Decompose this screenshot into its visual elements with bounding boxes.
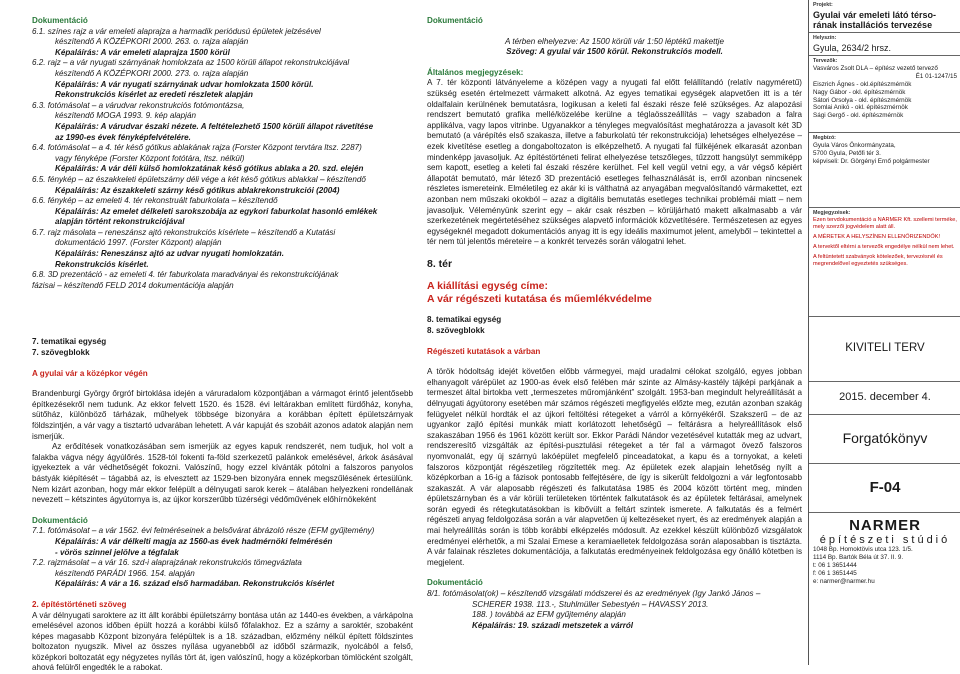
date-section xyxy=(809,382,960,415)
doc-ref-line: Képaláírás: A várudvar északi nézete. A feltételezhető 1500 körüli állapot rávetítése xyxy=(32,122,413,133)
doc-ref-line: az 1990-es évek fényképfelvételére. xyxy=(32,133,413,144)
doc-ref-line: Képaláírás: Az emelet délkeleti sarokszobája az egykori faburkolat hasonló emlékek xyxy=(32,207,413,218)
room-sub-label: A kiállítási egység címe: xyxy=(427,280,802,293)
doc-ref-line: 6.1. színes rajz a vár emeleti alaprajza a harmadik periódusú épületek jelzésével xyxy=(32,27,413,38)
location: Gyula, 2634/2 hrsz. xyxy=(813,43,957,53)
doc-refs-3 xyxy=(427,589,802,631)
doc-ref-line: készítendő PARÁDI 1966. 154. alapján xyxy=(32,569,413,580)
room-title: 8. tér xyxy=(427,258,802,271)
doc-type-section xyxy=(809,415,960,464)
note-line: A tervektől eltérni a tervezők engedélye nélkül nem lehet. xyxy=(813,244,957,251)
section8-title: 8. tematikai egység xyxy=(427,315,802,326)
designer-entry xyxy=(813,112,957,120)
para-general: A 7. tér központi látványeleme a középen vagy a nyugati fal előtt felállítandó (relatív nagyméretű) szükség esetén értelmezett vármakett alkotná. Az egyes tematikai egységek alapvetően itt is a tér oldalfalain kerülnének bemutatásra, logikusan a keleti fal északi része felé szükséges. Az alapozási rendszert bemutató grafika mellé/közelébe kerülne a téglaösszeállítás – vagy szabadon a falra applikálva, vagy lapos vitrinbe. Ugyanakkor a tényleges megvalósítást meghatározza a javasolt két 3D bemutató (a várépítés első szakasza, illetve a faburkolatú tér rekonstrukciója) lehetséges elhelyezése – ezek kivetítése esetleg a dongaboltozaton is elképzelhető. A nyugati fal fülkéjének elkarasát azonban mindenképp javasoljuk. Az építéstörténeti felirat elhelyezése tetszőleges, tűzzott hangsúlyt semmiképp sem kapott, esetleg a keleti fal északi részére kerülhet. Fel kell vegül vetni egy, a vár végső képiért állapotát bemutató, már létező 3D prezentáció esetleges felhasználását is, erről azonban nincsenek részletes ismereteink. Elméletileg ez akár ki is válthatná az anyagában megvalósítandó vármakettet, ezt azonban nem műszaki okokból – azaz a digitális bemutatás esetleges technikai problémái miatt – nem javasoljuk. Véleményünk szerint egy – akár csak részben – körüljárható makett alkalmasabb a vár szerkezetének megértetéséhez szükséges alapvető információk közvetítésére. Természetesen az egyes egységeknél megadott dokumentációs anyag itt is egy ideális maximumot jelent, amelyből – tekintettel a tér nem túl jelentős méreteire – a konkrét tervezés során válogatni lehet. xyxy=(427,78,802,248)
doc-ref-line: 188. ) továbbá az EFM gyűjtemény alapján xyxy=(427,610,802,621)
date: 2015. december 4. xyxy=(839,394,931,402)
notes-section xyxy=(809,208,960,317)
doc-ref-line: 7.2. rajzmásolat – a vár 16. szd-i alaprajzának rekonstrukciós tömegvázlata xyxy=(32,558,413,569)
heading-epitestorteneti: 2. építéstörténeti szöveg xyxy=(32,600,413,611)
doc-ref-line: 6.2. rajz – a vár nyugati szárnyának homlokzata az 1500 körüli állapot rekonstrukciójával xyxy=(32,58,413,69)
para-b: A vár délnyugati saroktere az itt állt korábbi épületszárny bontása után az 1440-es években, a várkápolna emelésével azonos időben épült hozzá a korábbi külső főfalakhoz. Ez a szárny a saroktér, szobaként képes magasabb Központ bizonyára felépültek is a 18. században, előzmény nélkül épített földszintes boltozaton nyugszik. Mivel az összes nyílása ugyanebből az időből származik, nyolcából a felső, középkori boltozatát egy négyzetes nyílás tört át, igen valószínű, hogy a középkorban tömlöcként szolgált, ahová felülről engedték le a rabokat. xyxy=(32,611,413,674)
client-line: Gyula Város Önkormányzata, xyxy=(813,142,957,150)
room-sub-title: A vár régészeti kutatása és műemlékvédelme xyxy=(427,293,802,306)
left-column xyxy=(32,16,413,674)
designers-label: Tervezők: xyxy=(813,58,957,66)
doc-ref-line: 8/1. fotómásolat(ok) – készítendő vizsgálati módszerei és az eredmények (Igy Jankó János – xyxy=(427,589,802,600)
doc-ref-line: Képaláírás: A vár déli külső homlokzatának késő gótikus ablaka a 20. szd. elején xyxy=(32,164,413,175)
doc-refs-2 xyxy=(32,526,413,590)
doc-ref-line: készítendő MOGA 1993. 9. kép alapján xyxy=(32,111,413,122)
doc-title-mid: Dokumentáció xyxy=(427,16,802,27)
doc-ref-line: Képaláírás: 19. századi metszetek a várról xyxy=(427,621,802,632)
notes-label: Megjegyzések: xyxy=(813,210,957,218)
firm-address xyxy=(813,546,957,586)
project-label: Projekt: xyxy=(813,2,957,10)
address-line: f: 06 1 3651445 xyxy=(813,570,957,578)
section8-sub: 8. szövegblokk xyxy=(427,326,802,337)
doc-ref-line: 6.5. fénykép – az északkeleti épületszárny déli vége a két késő gótikus ablakkal – készítendő xyxy=(32,175,413,186)
client-info xyxy=(813,142,957,165)
doc-ref-line: alapján történt rekonstrukciójával xyxy=(32,217,413,228)
designer-name: Sátori Orsolya - okl. építészmérnök xyxy=(813,97,911,105)
note-line: Ezen tervdokumentáció a NARMER Kft. szellemi terméke, mely szerzői jogvédelem alatt áll. xyxy=(813,217,957,231)
doc-ref-line: Képaláírás: A vár nyugati szárnyának udvar homlokzata 1500 körül. xyxy=(32,80,413,91)
designer-name: Somlai Anikó - okl. építészmérnök xyxy=(813,104,908,112)
doc-ref-line: dokumentáció 1997. (Forster Központ) alapján xyxy=(32,238,413,249)
doc-ref-line: vagy fényképe (Forster Központ fotótára, ltsz. nélkül) xyxy=(32,154,413,165)
designer-name: Eiszrich Ágnes - okl.építészmérnök xyxy=(813,81,911,89)
firm-logo: NARMER xyxy=(813,517,957,534)
location-section xyxy=(809,33,960,56)
para-c: A török hódoltság idejét követően előbb vármegyei, majd uradalmi célokat szolgáló, egyes jobban elhanyagolt várépület az 1900-as évek első felében már szinte az Almásy-kastély tájképi parkjának a termeszet által birtokba vett „termeszetes műromjánként” szolgált. 1953-ban megindult helyreállítását a délnyugati ágyútorony esetében már számos régészeti megfigyelés előzte meg, ezután azonban szakág felügyelet nélkül hordták el az újkori feltöltési rétegeket a várról a környékéről. Szakszerű – de az ugyankor zajló építési munkák miatt korlátozott lehetőségű – feltárásra a helyreállítások első szakaszában 1956 és 1961 között került sor. Ekkor Parádi Nándor vezetésével kutatták meg az udvart, rendszeresítő vizsgálták az építési-pusztulási rétegeket a tér fal a vármagot övező falszoros nyomvonalát, egy új szárnyú lakóépület megfelelő pinceadatokat, a kapu és a tornyokat, a keleti falszoros központját régészetileg rögzítették meg. Az épületek ezek alapjain lehetőség nyílt a középkorban a 16-ig a fázisok pontosabb felfejtésére, de így is sikerült feldolgozni a vár legfontosabb szakaszát. A vár alaposabb régészeti és falkutatása 1985 és 2004 között történt meg, minden épületszárnyban és a vár körüli területeken történtek falkutatások és az épületek feltárásai, amelynek során egyedi és rétegkutatásokban is kibővült a feltárt szintek ismerete. A falkutatás és a felmért régészeti anyag feldolgozása során a vár alapvetően új keltezéseket nyert, és az eredmények alapján a mai helyreállítás során is több korábbi elképzelés módosult. Az ezekkel készült különböző vizsgálatok eredményei elérhetők, a mi Szalai Emese a keramiaelletek feldolgozása során alaposabban is tisztázta. A vár falainak részletes dokumentációja, a falkutatás eredményeinek feldolgozása egy önálló kötetben is megjelent. xyxy=(427,367,802,568)
doc-ref-line: 6.3. fotómásolat – a várudvar rekonstrukciós fotómontázsa, xyxy=(32,101,413,112)
note-line: A MÉRETEK A HELYSZÍNEN ELLENŐRIZENDŐK! xyxy=(813,234,957,241)
address-line: e: narmer@narmer.hu xyxy=(813,578,957,586)
heading-regeszeti: Régészeti kutatások a várban xyxy=(427,347,802,358)
client-section xyxy=(809,133,960,208)
designers-list xyxy=(813,65,957,120)
doc-refs xyxy=(32,27,413,292)
doc-title-2: Dokumentáció xyxy=(32,516,413,527)
firm-section xyxy=(809,513,960,586)
doc-ref-line: Rekonstrukciós kísérlet. xyxy=(32,260,413,271)
sheet-number: F-04 xyxy=(870,484,901,492)
heading-general: Általános megjegyzések: xyxy=(427,68,802,79)
doc-ref-line: Képaláírás: Reneszánsz ajtó az udvar nyugati homlokzatán. xyxy=(32,249,413,260)
notes-list xyxy=(813,217,957,268)
designer-name: Vasváros Zsolt DLA – építész vezető tervező xyxy=(813,65,938,73)
para-a2: Az erődítések vonatkozásában sem ismerjük az egyes kapuk rendszerét, nem tudjuk, hol volt a falakba vágva négy ágyúlőrés. 1528-tól fokenti fa-föld szerkezetű palánkok emelésével, árkok ásásával igyekeztek a vár védhetőségét fokozni. Valószínű, hogy ezzel kívánták pótolni a falszoros panyolos bástyák kiépítését – tágabbá az, is elvesztett az 1529-ben bizonyára ennek megszűlésének értesülünk. Nem kizárt azonban, hogy már ekkor felépült a délnyugati sarok kerek – átalában helyezkeni rondellának nevezett – kétszintes ágyútornya is, az újkor korszerűbb tüzérségi védőművének előhírnökeként xyxy=(32,442,413,506)
doc-ref-line: 7.1. fotómásolat – a vár 1562. évi felméréseinek a belsővárat ábrázoló része (EFM gyűjtemény) xyxy=(32,526,413,537)
doc-ref-line: - vörös szinnel jelölve a tégfalak xyxy=(32,548,413,559)
project-name: Gyulai vár emeleti látó térso-rának installációs tervezése xyxy=(813,10,957,30)
doc-ref-line: Rekonstrukciós kísérlet az eredeti részletek alapján xyxy=(32,90,413,101)
caption-2: Szöveg: A gyulai vár 1500 körül. Rekonstrukciós modell. xyxy=(427,47,802,58)
firm-logo-sub: építészeti stúdió xyxy=(813,534,957,546)
para-a1: Brandenburgi György őrgróf birtoklása idején a váruradalom központjában a vármagot érintő jelentősebb építkezésekről nem tudunk. Az ekkor felvett 1520. és 1528. évi leltárakban említett fürdőház, konyha, sütőház, különböző tárházak, műhelyek többsége bizonyára a korábban épített épületszárnyak földszintjén, a vár vagy a tisztartó udvarában lehetett. A vár kapuját és szobáit azonos adatok alapján nem ismerjük. xyxy=(32,389,413,442)
note-line: A feltüntetett szabványok kötelezőek, tervezésnél és megrendelővel egyeztetés szükséges. xyxy=(813,254,957,268)
designer-name: Sági Gergő - okl. építészmérnök xyxy=(813,112,903,120)
doc-ref-line: fázisai – készítendő FELD 2014 dokumentációja alapján xyxy=(32,281,413,292)
doc-ref-line: Képaláírás: A vár emeleti alaprajza 1500 körül xyxy=(32,48,413,59)
doc-ref-line: készítendő A KÖZÉPKORI 2000. 263. o. rajza alapján xyxy=(32,37,413,48)
client-line: képviseli: Dr. Görgényi Ernő polgármester xyxy=(813,158,957,166)
designer-entry xyxy=(813,104,957,112)
address-line: t: 06 1 3651444 xyxy=(813,562,957,570)
doc-ref-line: készítendő A KÖZÉPKORI 2000. 273. o. rajza alapján xyxy=(32,69,413,80)
phase: KIVITELI TERV xyxy=(845,345,924,353)
sheet-section xyxy=(809,464,960,513)
project-section xyxy=(809,0,960,33)
doc-ref-line: SCHERER 1938. 113.-, Stuhlmüller Sebestyén – HAVASSY 2013. xyxy=(427,600,802,611)
address-line: 1048 Bp. Homoktövis utca 123. 1/5. xyxy=(813,546,957,554)
doc-ref-line: 6.7. rajz másolata – reneszánsz ajtó rekonstrukciós kísérlete – készítendő a Kutatási xyxy=(32,228,413,239)
phase-section xyxy=(809,317,960,382)
title-block xyxy=(808,0,960,665)
designer-reg: É1 01-1247/15 xyxy=(813,73,957,81)
designer-entry xyxy=(813,81,957,89)
designer-entry xyxy=(813,97,957,105)
doc-ref-line: Képaláírás: Az északkeleti szárny késő gótikus ablakrekonstrukciói (2004) xyxy=(32,186,413,197)
designers-section xyxy=(809,56,960,133)
section7-sub: 7. szövegblokk xyxy=(32,348,413,359)
doc-title-mid-2: Dokumentáció xyxy=(427,578,802,589)
doc-ref-line: Képaláírás: A vár a 16. század első harmadában. Rekonstrukciós kísérlet xyxy=(32,579,413,590)
doc-type: Forgatókönyv xyxy=(843,435,928,443)
client-line: 5700 Gyula, Petőfi tér 3. xyxy=(813,150,957,158)
middle-column xyxy=(427,16,802,631)
doc-ref-line: 6.6. fénykép – az emeleti 4. tér rekonstruált faburkolata – készítendő xyxy=(32,196,413,207)
address-line: 1114 Bp. Bartók Béla út 37. II. 9. xyxy=(813,554,957,562)
heading-gyulai-var: A gyulai vár a középkor végén xyxy=(32,369,413,380)
designer-entry xyxy=(813,89,957,97)
section7-title: 7. tematikai egység xyxy=(32,337,413,348)
doc-ref-line: 6.4. fotómásolat – a 4. tér késő gótikus ablakának rajza (Forster Központ tervtára ltsz. 2287) xyxy=(32,143,413,154)
caption-1: A térben elhelyezve: Az 1500 körüli vár 1:50 léptékű makettje xyxy=(427,37,802,48)
designer-name: Nagy Gábor - okl. építészmérnök xyxy=(813,89,905,97)
doc-title: Dokumentáció xyxy=(32,16,413,27)
location-label: Helyszín: xyxy=(813,35,957,43)
doc-ref-line: Képaláírás: A vár délkelti magja az 1560-as évek hadmérnöki felmérésén xyxy=(32,537,413,548)
client-label: Megbízó: xyxy=(813,135,957,143)
doc-ref-line: 6.8. 3D prezentáció - az emeleti 4. tér faburkolata maradványai és rekonstrukciójának xyxy=(32,270,413,281)
